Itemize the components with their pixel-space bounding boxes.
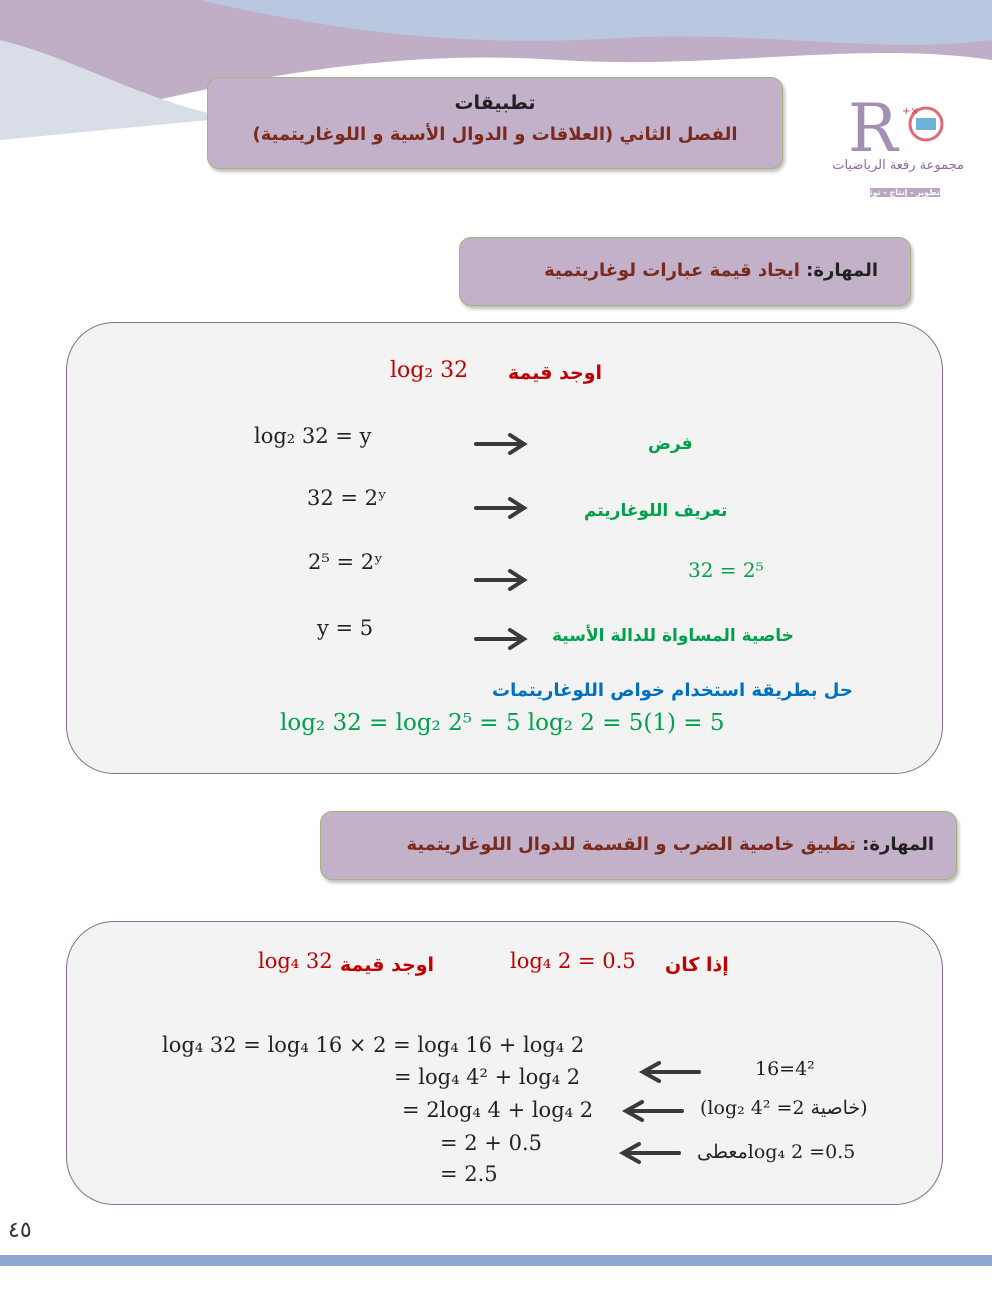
calc-line-4: = 2 + 0.5 [440,1131,542,1155]
step4-expr: y = 5 [317,616,374,640]
skill1-box [459,237,911,306]
given-label: إذا كان [665,954,729,976]
right-arrow-icon [474,496,530,520]
method-label: حل بطريقة استخدام خواص اللوغاريتمات [492,680,853,701]
example1-panel [66,322,943,774]
skill1-heading [544,260,878,281]
calc-line-3: = 2log₄ 4 + log₄ 2 [402,1098,594,1122]
skill1-label: المهارة: [806,260,878,281]
calc-line-5: = 2.5 [440,1162,498,1186]
step4-reason: خاصية المساواة للدالة الأسية [552,626,794,646]
right-arrow-icon [474,627,530,651]
right-arrow-icon [474,568,530,592]
example1-find-label: اوجد قيمة [508,362,603,384]
example1-find-expr: log₂ 32 [390,358,469,383]
example2-find-label: اوجد قيمة [340,954,435,976]
calc-line-1: log₄ 32 = log₄ 16 × 2 = log₄ 16 + log₄ 2 [162,1033,585,1057]
step2-expr: 32 = 2ʸ [307,486,387,510]
step1-reason: فرض [648,434,693,454]
logo-tagline: تطوير - إنتاج - توثيق [859,188,940,197]
note-2: (خاصية log₂ 4² =2) [700,1097,868,1119]
right-arrow-icon [474,432,530,456]
note-1: 16=4² [755,1058,815,1080]
example2-find-expr: log₄ 32 [258,949,333,973]
step3-expr: 2⁵ = 2ʸ [308,550,383,574]
skill2-text: تطبيق خاصية الضرب و القسمة للدوال اللوغاريتمية [406,834,856,855]
step3-reason: 32 = 2⁵ [688,558,764,582]
note-3: log₄ 2 =0.5معطى [697,1141,856,1163]
skill1-text: ايجاد قيمة عبارات لوغاريتمية [544,260,800,281]
step1-expr: log₂ 32 = y [254,424,372,448]
logo [832,90,964,204]
left-arrow-icon [637,1060,703,1084]
skill2-heading [406,834,934,855]
left-arrow-icon [617,1141,683,1165]
header-subtitle: الفصل الثاني (العلاقات و الدوال الأسية و اللوغاريتمية) [252,124,738,145]
footer-bar [0,1255,992,1266]
given-expr: log₄ 2 = 0.5 [510,949,636,973]
method-expr: log₂ 32 = log₂ 2⁵ = 5 log₂ 2 = 5(1) = 5 [280,710,725,736]
calc-line-2: = log₄ 4² + log₄ 2 [394,1065,581,1089]
header-title-box [207,77,783,169]
header-title: تطبيقات [454,92,536,114]
skill2-box [320,811,957,880]
book-icon [896,104,956,144]
step2-reason: تعريف اللوغاريتم [584,501,728,521]
left-arrow-icon [620,1099,686,1123]
svg-text:+×: +× [902,106,919,117]
logo-letter-icon: R [848,90,898,167]
logo-text: مجموعة رفعة الرياضيات [832,158,964,173]
skill2-label: المهارة: [862,834,934,855]
page-number: ٤٥ [8,1218,32,1243]
